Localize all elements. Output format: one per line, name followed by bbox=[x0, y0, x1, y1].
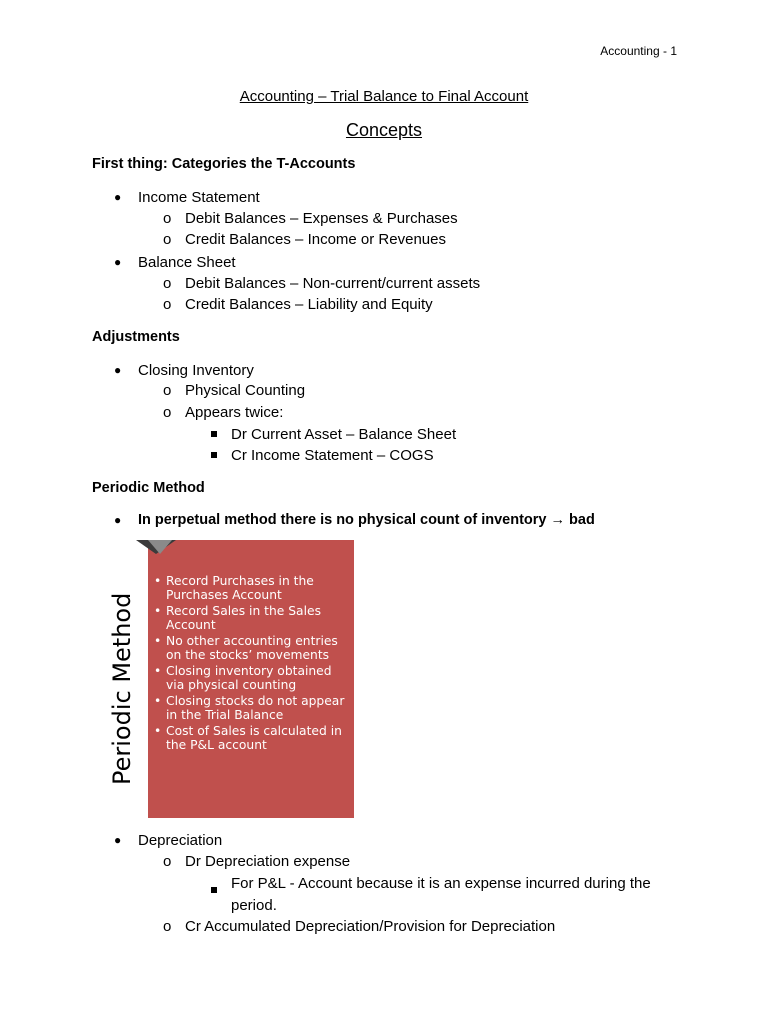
list-subitem: o Appears twice: bbox=[163, 404, 284, 421]
callout-list-item: • Cost of Sales is calculated in the P&L account bbox=[154, 724, 342, 752]
section-heading-periodic-method: Periodic Method bbox=[92, 480, 205, 496]
circle-bullet-icon: o bbox=[163, 296, 172, 313]
list-item-closing-inventory: ● Closing Inventory bbox=[114, 362, 254, 379]
circle-bullet-icon: o bbox=[163, 210, 172, 227]
list-subitem: o Credit Balances – Income or Revenues bbox=[163, 231, 446, 248]
list-subsubitem: Dr Current Asset – Balance Sheet bbox=[231, 426, 456, 443]
document-subtitle: Concepts bbox=[345, 120, 423, 140]
bullet-icon: • bbox=[154, 694, 162, 708]
circle-bullet-icon: o bbox=[163, 275, 172, 292]
bullet-icon: • bbox=[154, 604, 162, 618]
callout-list-item: • Record Sales in the Sales Account bbox=[154, 604, 321, 632]
arrow-right-icon: → bbox=[550, 512, 566, 528]
document-title: Accounting – Trial Balance to Final Account bbox=[239, 88, 529, 105]
bullet-icon: ● bbox=[114, 255, 122, 269]
square-bullet-icon bbox=[211, 449, 217, 461]
circle-bullet-icon: o bbox=[163, 404, 172, 421]
list-subitem: o Physical Counting bbox=[163, 382, 306, 399]
list-subsubitem: Cr Income Statement – COGS bbox=[231, 447, 434, 464]
bullet-icon: • bbox=[154, 634, 162, 648]
bullet-icon: • bbox=[154, 724, 162, 738]
callout-list-item: • Closing stocks do not appear in the Trial Balance bbox=[154, 694, 345, 722]
callout-list-item: • Closing inventory obtained via physical counting bbox=[154, 664, 332, 692]
callout-list bbox=[154, 574, 350, 754]
list-subitem: o Debit Balances – Expenses & Purchases bbox=[163, 210, 458, 227]
circle-bullet-icon: o bbox=[163, 382, 172, 399]
list-item-income-statement: ● Income Statement bbox=[114, 189, 260, 206]
list-item-balance-sheet: ● Balance Sheet bbox=[114, 254, 236, 271]
list-item-depreciation: ● Depreciation bbox=[114, 832, 223, 849]
list-subitem: o Credit Balances – Liability and Equity bbox=[163, 296, 433, 313]
bullet-icon: ● bbox=[114, 190, 122, 204]
callout-list-item: • Record Purchases in the Purchases Account bbox=[154, 574, 314, 602]
page-header-label: Accounting - 1 bbox=[600, 44, 677, 58]
section-heading-categories: First thing: Categories the T-Accounts bbox=[92, 156, 356, 172]
bullet-icon: • bbox=[154, 574, 162, 588]
circle-bullet-icon: o bbox=[163, 918, 172, 935]
callout-vertical-label: Periodic Method bbox=[108, 592, 136, 785]
list-subitem: o Dr Depreciation expense bbox=[163, 853, 351, 870]
list-subitem: o Debit Balances – Non-current/current assets bbox=[163, 275, 481, 292]
circle-bullet-icon: o bbox=[163, 853, 172, 870]
list-item-perpetual-method: ● In perpetual method there is no physical count of inventory → bad bbox=[114, 512, 595, 528]
list-subsubitem: For P&L - Account because it is an expense incurred during the period. bbox=[231, 873, 661, 917]
square-bullet-icon bbox=[211, 428, 217, 440]
bullet-icon: ● bbox=[114, 833, 122, 847]
bullet-icon: ● bbox=[114, 513, 122, 527]
list-subitem: o Cr Accumulated Depreciation/Provision for Depreciation bbox=[163, 918, 556, 935]
bullet-icon: • bbox=[154, 664, 162, 678]
section-heading-adjustments: Adjustments bbox=[92, 329, 180, 345]
bullet-icon: ● bbox=[114, 363, 122, 377]
circle-bullet-icon: o bbox=[163, 231, 172, 248]
square-bullet-icon bbox=[211, 879, 217, 901]
callout-list-item: • No other accounting entries on the stocks’ movements bbox=[154, 634, 338, 662]
